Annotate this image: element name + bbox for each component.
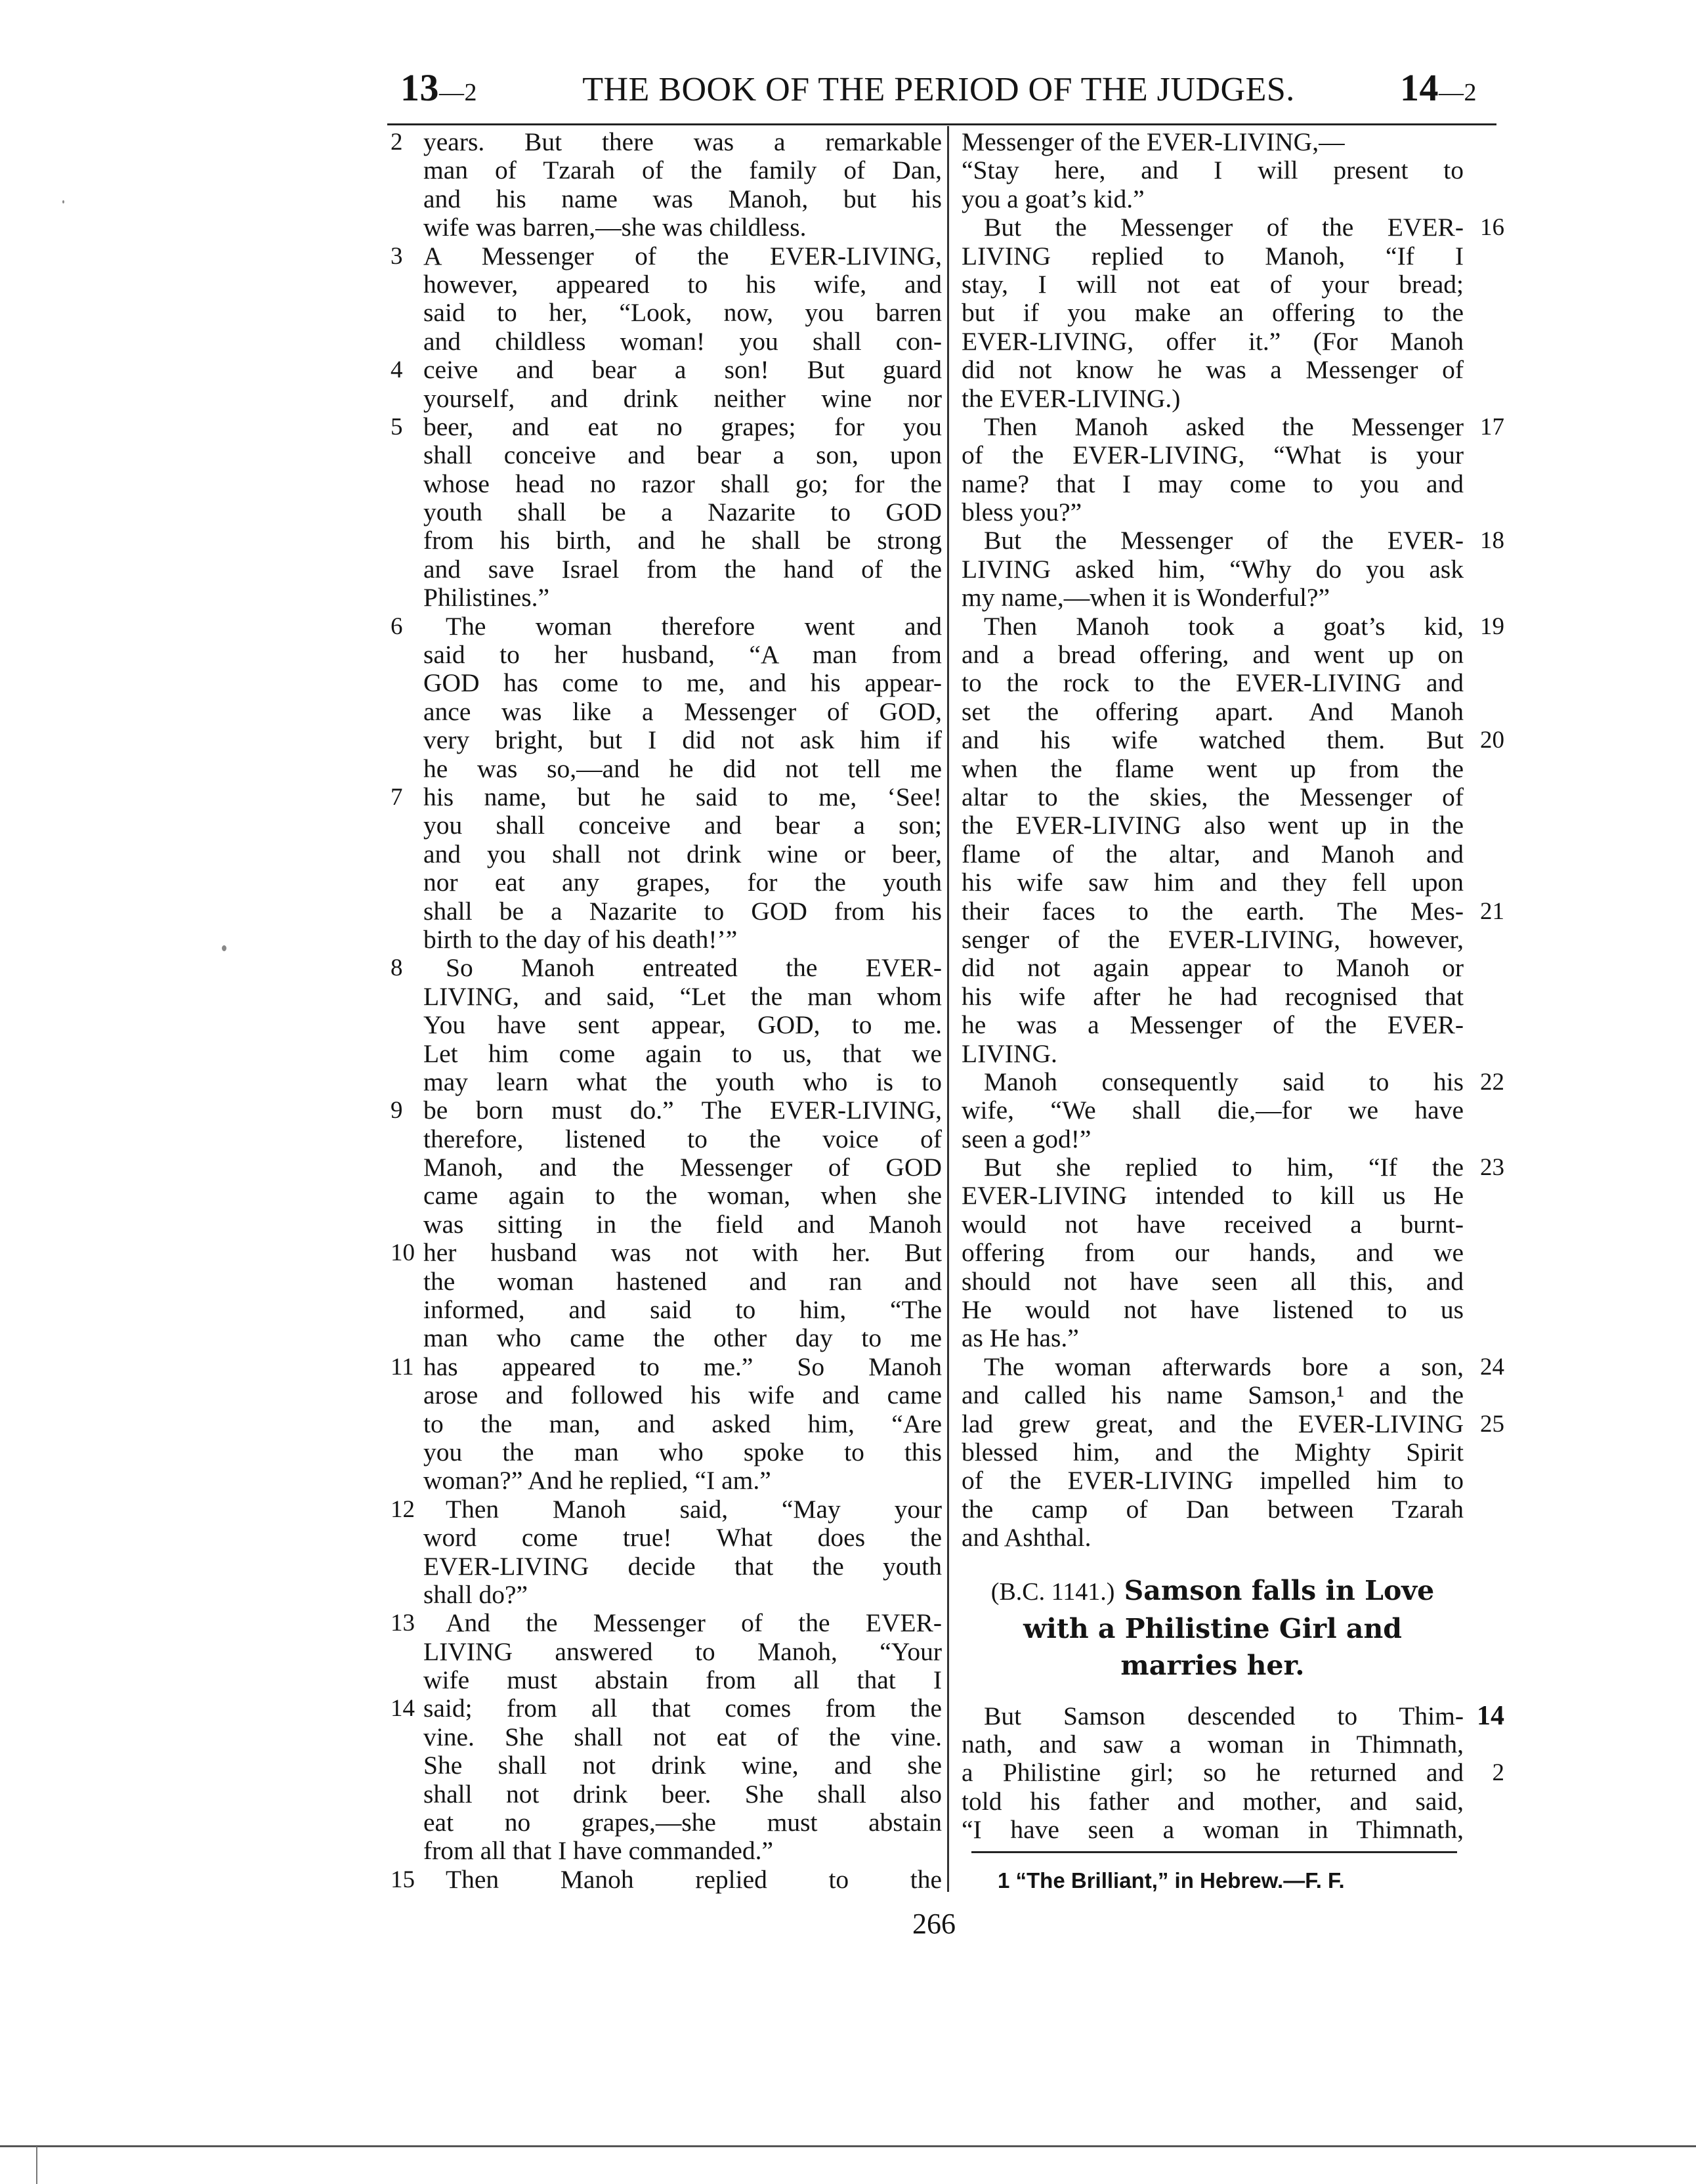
line-text: GOD has come to me, and his appear-: [423, 668, 942, 698]
line-text: man who came the other day to me: [423, 1323, 942, 1353]
line-text: yourself, and drink neither wine nor: [423, 383, 942, 413]
text-line: [962, 1381, 1464, 1409]
line-text: flame of the altar, and Manoh and: [962, 839, 1464, 868]
text-line: [962, 868, 1464, 897]
line-text: A Messenger of the EVER-LIVING,: [423, 241, 942, 270]
section-heading: [962, 1572, 1464, 1684]
line-text: set the offering apart. And Manoh: [962, 696, 1464, 726]
line-text: from his birth, and he shall be strong: [423, 526, 942, 555]
verse-number: 11: [391, 1353, 414, 1381]
column-divider: [947, 126, 949, 1892]
line-text: and Ashthal.: [962, 1523, 1092, 1552]
text-line: [423, 669, 942, 697]
text-line: [391, 782, 942, 811]
footnote-rule: [971, 1851, 1457, 1853]
line-text: Then Manoh took a goat’s kid,: [984, 611, 1464, 641]
line-text: seen a god!”: [962, 1124, 1092, 1153]
line-text: of the EVER-LIVING impelled him to: [962, 1466, 1464, 1495]
text-line: [423, 840, 942, 868]
text-line: [962, 641, 1464, 669]
text-line: [962, 242, 1464, 270]
line-text: very bright, but I did not ask him if: [423, 725, 942, 755]
line-text: may learn what the youth who is to: [423, 1067, 942, 1096]
text-line: [391, 1694, 942, 1723]
text-line: [423, 584, 942, 612]
verse-number: 15: [391, 1866, 415, 1893]
text-line: [391, 1494, 942, 1524]
text-line: [423, 897, 942, 926]
line-text: nath, and saw a woman in Thimnath,: [962, 1729, 1464, 1759]
text-line: [962, 1239, 1464, 1267]
text-line: [423, 1410, 942, 1438]
line-text: EVER-LIVING decide that the youth: [423, 1551, 942, 1581]
line-text: a Philistine girl; so he returned and: [962, 1758, 1464, 1788]
section-title-line2: with a Philistine Girl and: [1023, 1612, 1402, 1644]
text-line: [391, 241, 942, 270]
text-line: [962, 1268, 1464, 1296]
text-line: [423, 1467, 942, 1495]
line-text: But Samson descended to Thim-: [984, 1701, 1464, 1730]
text-line: [962, 441, 1464, 469]
line-text: Philistines.”: [423, 583, 550, 612]
text-line: [423, 299, 942, 327]
line-text: Let him come again to us, that we: [423, 1038, 942, 1068]
verse-number: 18: [1480, 527, 1504, 555]
text-line: [391, 1352, 942, 1381]
text-line: [962, 755, 1464, 783]
text-line: [423, 385, 942, 413]
text-line: [962, 1153, 1504, 1182]
text-line: [423, 811, 942, 840]
line-text: said to her, “Look, now, you barren: [423, 298, 942, 328]
verse-number: 3: [391, 242, 403, 270]
line-text: But the Messenger of the EVER-: [984, 526, 1464, 555]
text-line: [423, 526, 942, 555]
text-line: [962, 1409, 1504, 1438]
text-line: [423, 1125, 942, 1153]
line-text: the EVER-LIVING also went up in the: [962, 811, 1464, 840]
line-text: LIVING, and said, “Let the man whom: [423, 981, 942, 1011]
text-line: [962, 840, 1464, 868]
running-header: [400, 66, 1477, 125]
line-text: Messenger of the EVER-LIVING,—: [962, 127, 1345, 156]
line-text: But she replied to him, “If the: [984, 1153, 1464, 1182]
text-line: [962, 1324, 1464, 1352]
line-text: “Stay here, and I will present to: [962, 156, 1464, 185]
text-line: [423, 441, 942, 469]
text-line: [962, 698, 1464, 726]
line-text: be born must do.” The EVER-LIVING,: [423, 1096, 942, 1125]
text-line: [962, 1730, 1464, 1759]
text-line: [962, 1011, 1464, 1039]
text-line: [962, 1067, 1504, 1096]
line-text: my name,—when it is Wonderful?”: [962, 583, 1330, 612]
text-line: [391, 1238, 942, 1268]
line-text: wife, “We shall die,—for we have: [962, 1096, 1464, 1125]
text-line: [423, 1524, 942, 1552]
text-line: [962, 954, 1464, 982]
text-line: [962, 1467, 1464, 1495]
text-line: [962, 725, 1504, 755]
line-text: their faces to the earth. The Mes-: [962, 896, 1464, 926]
text-line: [962, 498, 1464, 526]
text-line: [423, 641, 942, 669]
line-text: LIVING asked him, “Why do you ask: [962, 554, 1464, 584]
line-text: and called his name Samson,¹ and the: [962, 1381, 1464, 1410]
line-text: shall not drink beer. She shall also: [423, 1779, 942, 1809]
header-right-chapter: 14—2: [1399, 66, 1477, 109]
line-text: Then Manoh said, “May your: [446, 1494, 942, 1524]
line-text: you the man who spoke to this: [423, 1437, 942, 1467]
line-text: informed, and said to him, “The: [423, 1295, 942, 1325]
text-line: [391, 953, 942, 983]
line-text: wife was barren,—she was childless.: [423, 213, 807, 242]
line-text: his wife after he had recognised that: [962, 981, 1464, 1011]
text-line: [962, 983, 1464, 1011]
page-number: 266: [912, 1908, 956, 1940]
text-line: [391, 355, 942, 385]
text-line: [962, 1524, 1464, 1552]
text-line: [962, 128, 1464, 156]
line-text: Then Manoh replied to the: [446, 1864, 942, 1894]
header-title: THE BOOK OF THE PERIOD OF THE JUDGES.: [582, 71, 1295, 108]
text-line: [423, 755, 942, 783]
line-text: and you shall not drink wine or beer,: [423, 839, 942, 868]
line-text: her husband was not with her. But: [423, 1238, 942, 1268]
line-text: arose and followed his wife and came: [423, 1381, 942, 1410]
line-text: ceive and bear a son! But guard: [423, 355, 942, 385]
text-line: [391, 611, 942, 641]
line-text: blessed him, and the Mighty Spirit: [962, 1437, 1464, 1467]
text-line: [423, 1638, 942, 1666]
text-line: [962, 156, 1464, 184]
line-text: of the EVER-LIVING, “What is your: [962, 440, 1464, 470]
section-title-line3: marries her.: [1120, 1649, 1305, 1681]
line-text: would not have received a burnt-: [962, 1209, 1464, 1239]
text-line: [391, 127, 942, 156]
line-text: shall conceive and bear a son, upon: [423, 440, 942, 470]
text-line: [391, 1608, 942, 1638]
text-line: [423, 1837, 942, 1865]
line-text: told his father and mother, and said,: [962, 1786, 1464, 1816]
text-line: [962, 896, 1504, 926]
scan-speck: [62, 200, 64, 203]
line-text: as He has.”: [962, 1323, 1079, 1353]
verse-number: 20: [1480, 727, 1504, 754]
header-rule: [387, 123, 1496, 125]
verse-number: 4: [391, 356, 403, 384]
line-text: word come true! What does the: [423, 1523, 942, 1552]
line-text: EVER-LIVING intended to kill us He: [962, 1181, 1464, 1210]
text-line: [423, 1552, 942, 1581]
line-text: he was a Messenger of the EVER-: [962, 1010, 1464, 1040]
text-line: [962, 1040, 1464, 1068]
text-line: [423, 926, 942, 954]
text-line: [423, 156, 942, 184]
text-line: [423, 1809, 942, 1837]
text-line: [423, 1581, 942, 1609]
text-line: [962, 1182, 1464, 1210]
line-text: eat no grapes,—she must abstain: [423, 1808, 942, 1837]
section-date: (B.C. 1141.): [990, 1577, 1115, 1606]
text-line: [423, 185, 942, 213]
line-text: the camp of Dan between Tzarah: [962, 1494, 1464, 1524]
line-text: nor eat any grapes, for the youth: [423, 868, 942, 897]
text-line: [391, 1864, 942, 1894]
text-line: [423, 1438, 942, 1467]
text-line: [962, 811, 1464, 840]
verse-number: 5: [391, 413, 403, 440]
verse-number: 9: [391, 1097, 403, 1124]
line-text: The woman therefore went and: [446, 611, 942, 641]
text-line: [423, 1210, 942, 1239]
text-line: [962, 555, 1464, 584]
line-text: man of Tzarah of the family of Dan,: [423, 156, 942, 185]
text-line: [962, 1700, 1504, 1731]
line-text: and his wife watched them. But: [962, 725, 1464, 755]
text-line: [962, 1816, 1464, 1844]
line-text: shall be a Nazarite to GOD from his: [423, 896, 942, 926]
scan-bottom-edge-vertical: [36, 2147, 37, 2184]
right-column-bottom: [962, 1700, 1504, 1845]
line-text: whose head no razor shall go; for the: [423, 469, 942, 498]
line-text: was sitting in the field and Manoh: [423, 1209, 942, 1239]
verse-number: 6: [391, 612, 403, 640]
line-text: therefore, listened to the voice of: [423, 1124, 942, 1153]
text-line: [962, 328, 1464, 356]
text-line: [962, 1758, 1504, 1788]
line-text: senger of the EVER-LIVING, however,: [962, 924, 1464, 954]
text-line: [962, 1096, 1464, 1124]
line-text: offering from our hands, and we: [962, 1238, 1464, 1268]
verse-number: 7: [391, 783, 403, 811]
line-text: you shall conceive and bear a son;: [423, 811, 942, 840]
text-line: [423, 1268, 942, 1296]
text-line: [962, 470, 1464, 498]
line-text: “I have seen a woman in Thimnath,: [962, 1815, 1464, 1845]
line-text: Manoh, and the Messenger of GOD: [423, 1153, 942, 1182]
line-text: woman?” And he replied, “I am.”: [423, 1466, 771, 1495]
line-text: The woman afterwards bore a son,: [984, 1352, 1464, 1381]
text-line: [423, 868, 942, 897]
text-line: [962, 783, 1464, 811]
line-text: and his name was Manoh, but his: [423, 184, 942, 213]
text-line: [423, 983, 942, 1011]
line-text: said to her husband, “A man from: [423, 640, 942, 670]
right-column: [962, 127, 1504, 1845]
line-text: He would not have listened to us: [962, 1295, 1464, 1325]
text-line: [423, 1324, 942, 1352]
text-line: [423, 1068, 942, 1096]
text-line: [423, 1040, 942, 1068]
line-text: You have sent appear, GOD, to me.: [423, 1010, 942, 1040]
line-text: stay, I will not eat of your bread;: [962, 269, 1464, 299]
text-line: [391, 1096, 942, 1125]
line-text: came again to the woman, when she: [423, 1181, 942, 1210]
line-text: years. But there was a remarkable: [423, 127, 942, 156]
verse-number: 13: [391, 1610, 415, 1637]
text-line: [423, 726, 942, 754]
line-text: So Manoh entreated the EVER-: [446, 953, 942, 983]
text-line: [423, 1153, 942, 1182]
verse-number: 2: [1492, 1759, 1504, 1787]
text-line: [962, 299, 1464, 327]
line-text: lad grew great, and the EVER-LIVING: [962, 1409, 1464, 1438]
text-line: [962, 926, 1464, 954]
verse-number: 14: [1477, 1700, 1504, 1731]
line-text: did not know he was a Messenger of: [962, 355, 1464, 385]
text-line: [962, 1438, 1464, 1467]
line-text: youth shall be a Nazarite to GOD: [423, 498, 942, 527]
verse-number: 23: [1480, 1154, 1504, 1182]
line-text: the woman hastened and ran and: [423, 1266, 942, 1296]
line-text: vine. She shall not eat of the vine.: [423, 1722, 942, 1751]
line-text: and save Israel from the hand of the: [423, 554, 942, 584]
text-line: [423, 698, 942, 726]
line-text: should not have seen all this, and: [962, 1266, 1464, 1296]
verse-number: 10: [391, 1239, 415, 1267]
line-text: said; from all that comes from the: [423, 1694, 942, 1723]
text-line: [423, 270, 942, 299]
line-text: his wife saw him and they fell upon: [962, 868, 1464, 897]
verse-number: 8: [391, 954, 403, 982]
line-text: And the Messenger of the EVER-: [446, 1608, 942, 1638]
line-text: his name, but he said to me, ‘See!: [423, 782, 942, 811]
verse-number: 14: [391, 1695, 415, 1723]
line-text: the EVER-LIVING.): [962, 383, 1181, 413]
line-text: LIVING.: [962, 1038, 1057, 1068]
line-text: Manoh consequently said to his: [984, 1067, 1464, 1096]
line-text: to the rock to the EVER-LIVING and: [962, 668, 1464, 698]
left-column: [391, 127, 942, 1894]
line-text: Then Manoh asked the Messenger: [984, 412, 1464, 441]
text-line: [962, 526, 1504, 555]
text-line: [962, 1788, 1464, 1816]
verse-number: 19: [1480, 612, 1504, 640]
text-line: [423, 1182, 942, 1210]
text-line: [423, 470, 942, 498]
text-line: [962, 185, 1464, 213]
verse-number: 2: [391, 129, 403, 156]
text-line: [423, 1011, 942, 1039]
line-text: bless you?”: [962, 498, 1082, 527]
line-text: birth to the day of his death!’”: [423, 924, 738, 954]
line-text: did not again appear to Manoh or: [962, 953, 1464, 983]
text-line: [391, 412, 942, 441]
text-line: [423, 1723, 942, 1751]
verse-number: 12: [391, 1495, 415, 1523]
line-text: But the Messenger of the EVER-: [984, 213, 1464, 242]
text-line: [423, 1296, 942, 1324]
text-line: [962, 1495, 1464, 1524]
verse-number: 24: [1480, 1353, 1504, 1381]
scan-speck: [222, 945, 226, 951]
text-line: [962, 1352, 1504, 1381]
text-line: [962, 385, 1464, 413]
line-text: however, appeared to his wife, and: [423, 269, 942, 299]
text-line: [423, 1780, 942, 1809]
line-text: wife must abstain from all that I: [423, 1665, 942, 1695]
line-text: to the man, and asked him, “Are: [423, 1409, 942, 1438]
line-text: shall do?”: [423, 1579, 528, 1609]
verse-number: 17: [1480, 413, 1504, 440]
text-line: [962, 412, 1504, 441]
text-line: [962, 669, 1464, 697]
text-line: [962, 1125, 1464, 1153]
footnote: 1 “The Brilliant,” in Hebrew.—F. F.: [998, 1868, 1345, 1893]
text-line: [962, 584, 1464, 612]
scan-bottom-edge: [0, 2145, 1696, 2147]
line-text: when the flame went up from the: [962, 754, 1464, 783]
verse-number: 25: [1480, 1410, 1504, 1438]
line-text: from all that I have commanded.”: [423, 1836, 774, 1866]
line-text: he was so,—and he did not tell me: [423, 754, 942, 783]
right-column-top: [962, 127, 1504, 1552]
line-text: beer, and eat no grapes; for you: [423, 412, 942, 441]
section-title-line1: Samson falls in Love: [1124, 1574, 1435, 1606]
text-line: [423, 213, 942, 242]
line-text: name? that I may come to you and: [962, 469, 1464, 498]
header-left-chapter: 13—2: [400, 66, 477, 109]
verse-number: 21: [1480, 897, 1504, 925]
text-line: [423, 555, 942, 584]
line-text: She shall not drink wine, and she: [423, 1751, 942, 1780]
line-text: and a bread offering, and went up on: [962, 640, 1464, 670]
text-line: [423, 1751, 942, 1780]
text-line: [962, 213, 1504, 242]
text-line: [423, 328, 942, 356]
text-line: [962, 1296, 1464, 1324]
line-text: ance was like a Messenger of GOD,: [423, 696, 942, 726]
line-text: has appeared to me.” So Manoh: [423, 1352, 942, 1381]
line-text: but if you make an offering to the: [962, 298, 1464, 328]
line-text: altar to the skies, the Messenger of: [962, 782, 1464, 811]
text-line: [962, 270, 1464, 299]
text-line: [423, 1666, 942, 1694]
text-line: [962, 1210, 1464, 1239]
text-line: [962, 356, 1464, 384]
line-text: LIVING replied to Manoh, “If I: [962, 241, 1464, 270]
text-line: [423, 498, 942, 526]
text-line: [962, 611, 1504, 641]
line-text: LIVING answered to Manoh, “Your: [423, 1637, 942, 1666]
line-text: EVER-LIVING, offer it.” (For Manoh: [962, 326, 1464, 356]
text-line: [423, 1381, 942, 1409]
verse-number: 22: [1480, 1068, 1504, 1096]
line-text: and childless woman! you shall con-: [423, 326, 942, 356]
verse-number: 16: [1480, 214, 1504, 242]
line-text: you a goat’s kid.”: [962, 184, 1145, 213]
